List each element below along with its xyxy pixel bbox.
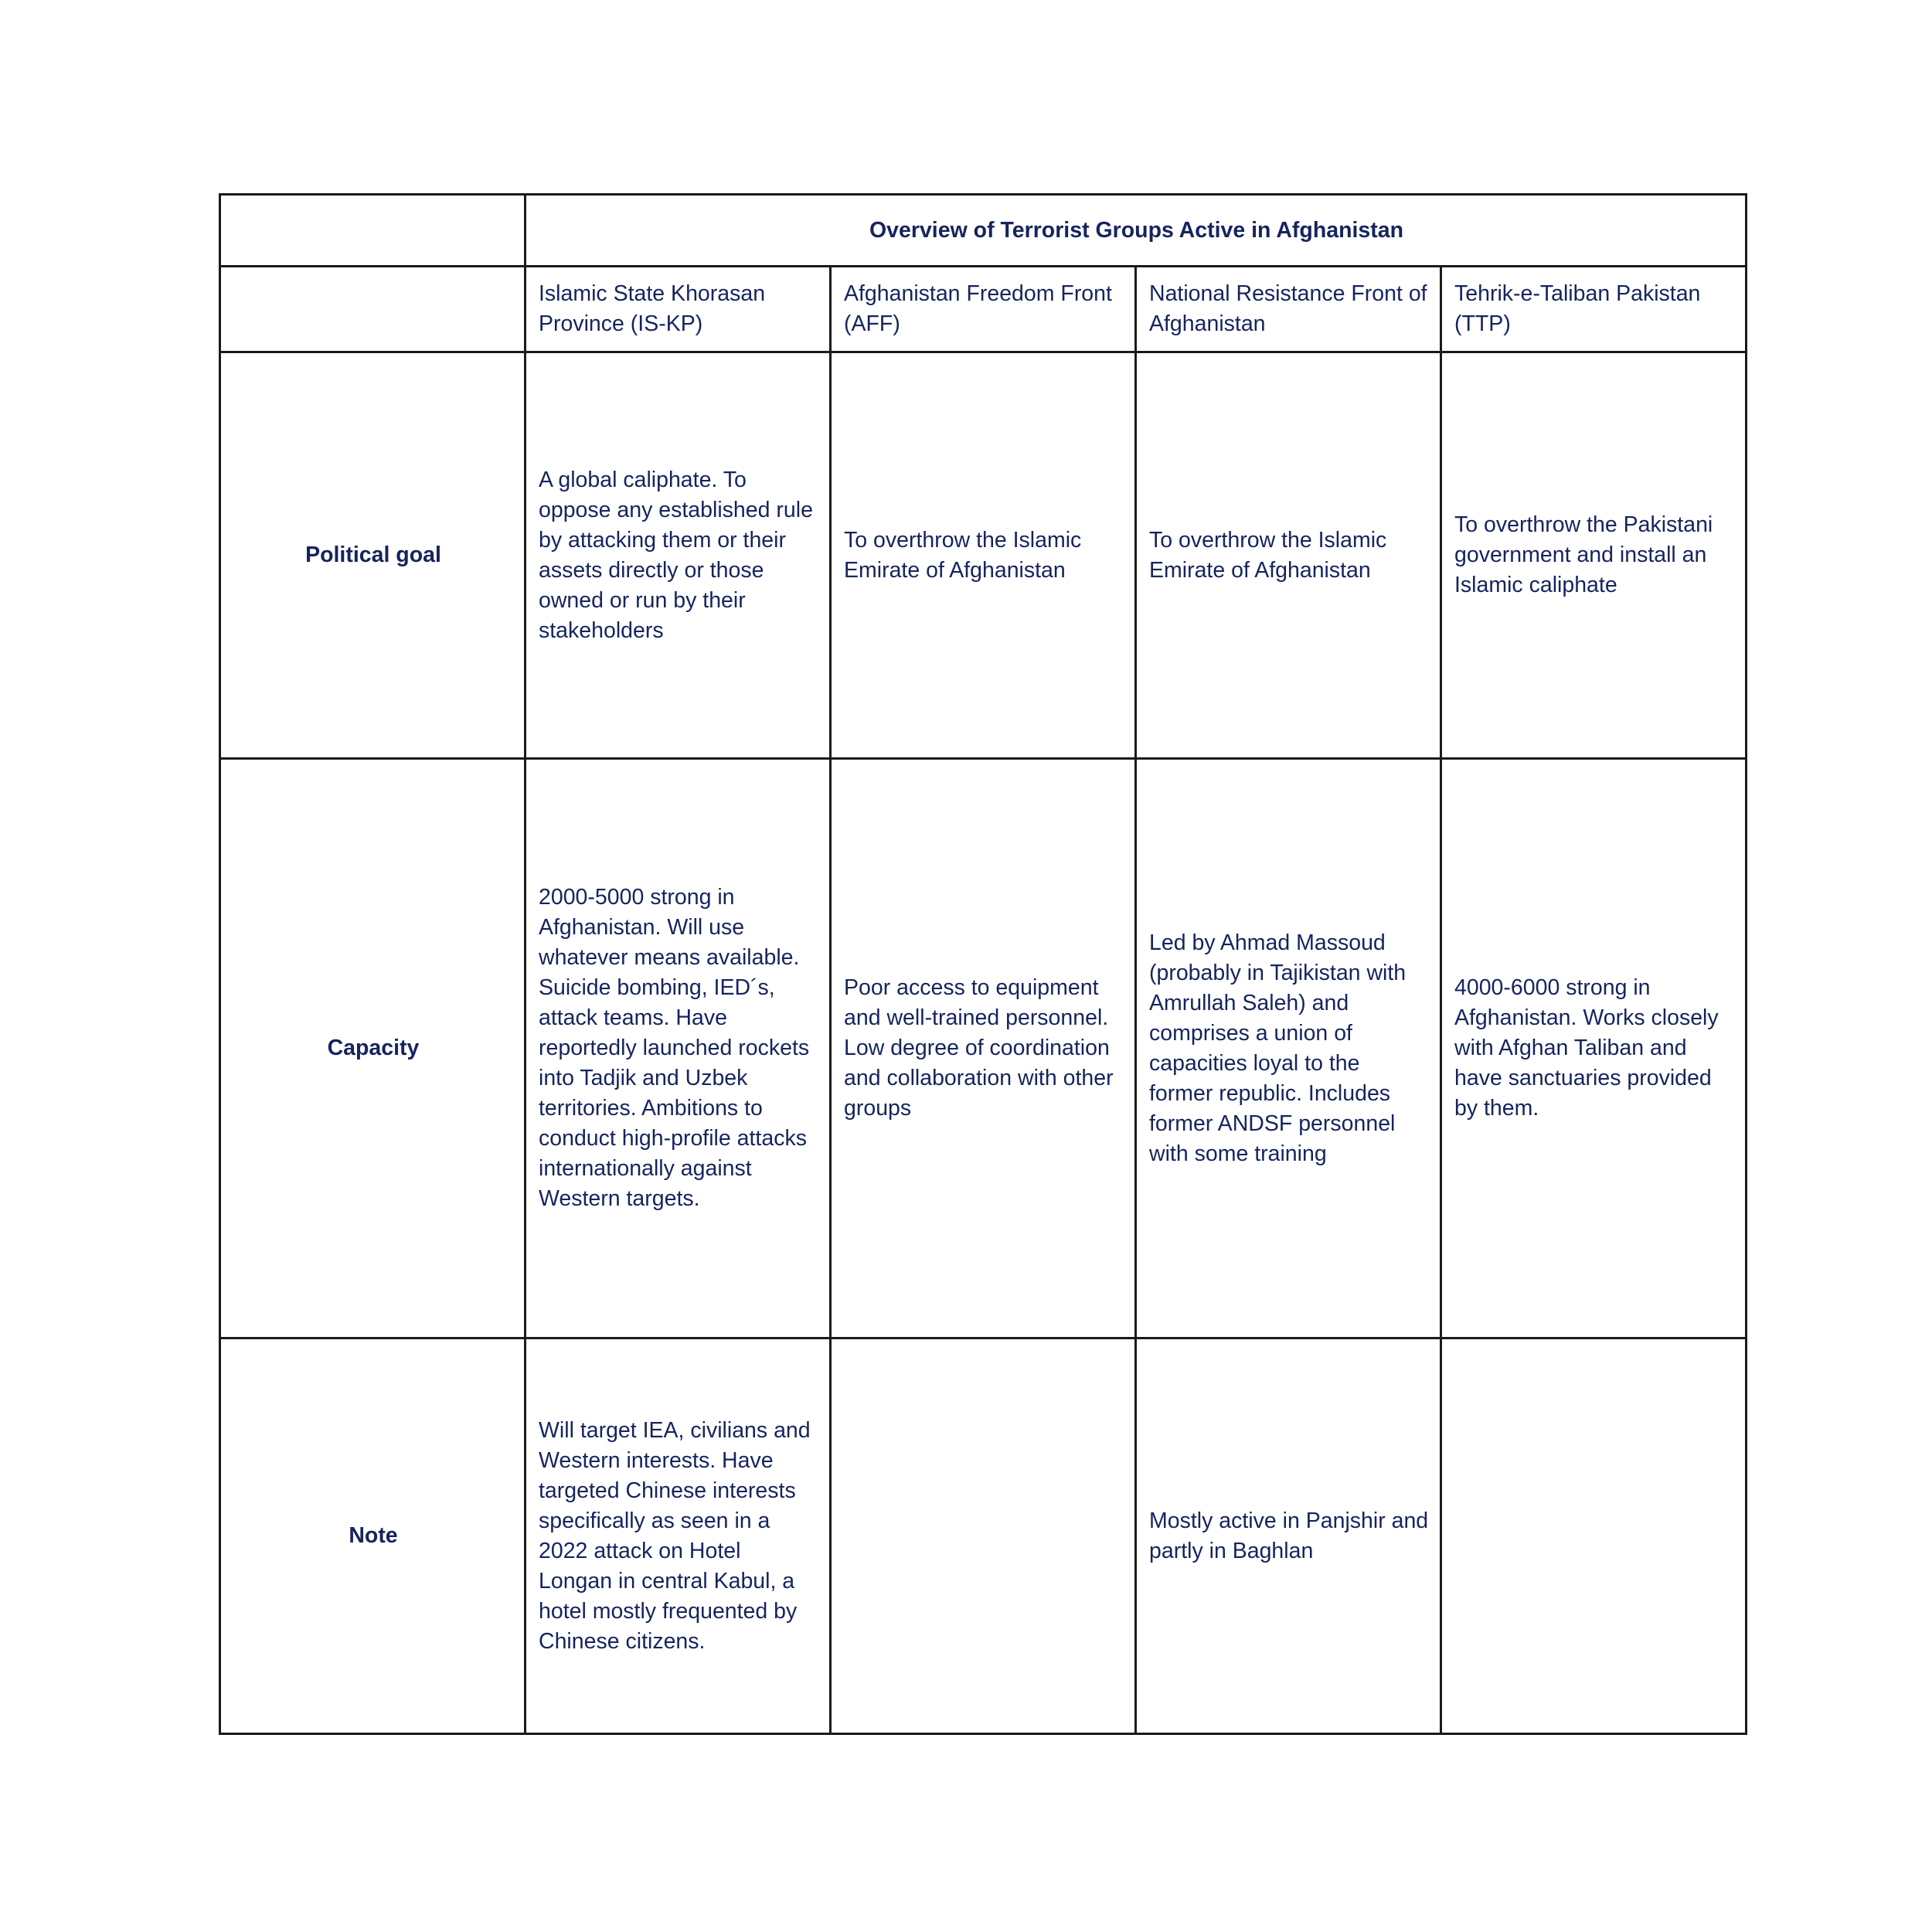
cell-capacity-is-kp: 2000-5000 strong in Afghanistan. Will use whatever means available. Suicide bombing, IED´s, attack teams. Have reportedly launched rockets into Tadjik and Uzbek territories. Ambitions to conduct high-profile attacks internationally against Western targets. bbox=[526, 759, 831, 1338]
cell-capacity-nrf: Led by Ahmad Massoud (probably in Tajikistan with Amrullah Saleh) and comprises a union of capacities loyal to the former republic. Includes former ANDSF personnel with some training bbox=[1136, 759, 1441, 1338]
row-label-political-goal: Political goal bbox=[220, 352, 526, 759]
group-header-is-kp: Islamic State Khorasan Province (IS-KP) bbox=[526, 267, 831, 352]
table-title: Overview of Terrorist Groups Active in Afghanistan bbox=[526, 195, 1747, 267]
row-label-capacity: Capacity bbox=[220, 759, 526, 1338]
cell-political-goal-ttp: To overthrow the Pakistani government and install an Islamic caliphate bbox=[1441, 352, 1747, 759]
table-row-note bbox=[220, 1338, 1747, 1734]
table-row-capacity bbox=[220, 759, 1747, 1338]
cell-political-goal-aff: To overthrow the Islamic Emirate of Afghanistan bbox=[831, 352, 1136, 759]
table-row-political-goal bbox=[220, 352, 1747, 759]
empty-corner-cell bbox=[220, 195, 526, 267]
group-header-row bbox=[220, 267, 1747, 352]
group-header-ttp: Tehrik-e-Taliban Pakistan (TTP) bbox=[1441, 267, 1747, 352]
cell-capacity-ttp: 4000-6000 strong in Afghanistan. Works closely with Afghan Taliban and have sanctuaries provided by them. bbox=[1441, 759, 1747, 1338]
cell-note-ttp bbox=[1441, 1338, 1747, 1734]
cell-note-nrf: Mostly active in Panjshir and partly in Baghlan bbox=[1136, 1338, 1441, 1734]
cell-political-goal-is-kp: A global caliphate. To oppose any established rule by attacking them or their assets directly or those owned or run by their stakeholders bbox=[526, 352, 831, 759]
terrorist-groups-table bbox=[219, 193, 1747, 1735]
group-header-nrf: National Resistance Front of Afghanistan bbox=[1136, 267, 1441, 352]
table-title-row bbox=[220, 195, 1747, 267]
cell-note-is-kp: Will target IEA, civilians and Western interests. Have targeted Chinese interests specifically as seen in a 2022 attack on Hotel Longan in central Kabul, a hotel mostly frequented by Chinese citizens. bbox=[526, 1338, 831, 1734]
group-header-aff: Afghanistan Freedom Front (AFF) bbox=[831, 267, 1136, 352]
cell-note-aff bbox=[831, 1338, 1136, 1734]
row-label-note: Note bbox=[220, 1338, 526, 1734]
cell-capacity-aff: Poor access to equipment and well-trained personnel. Low degree of coordination and collaboration with other groups bbox=[831, 759, 1136, 1338]
empty-header-cell bbox=[220, 267, 526, 352]
cell-political-goal-nrf: To overthrow the Islamic Emirate of Afghanistan bbox=[1136, 352, 1441, 759]
